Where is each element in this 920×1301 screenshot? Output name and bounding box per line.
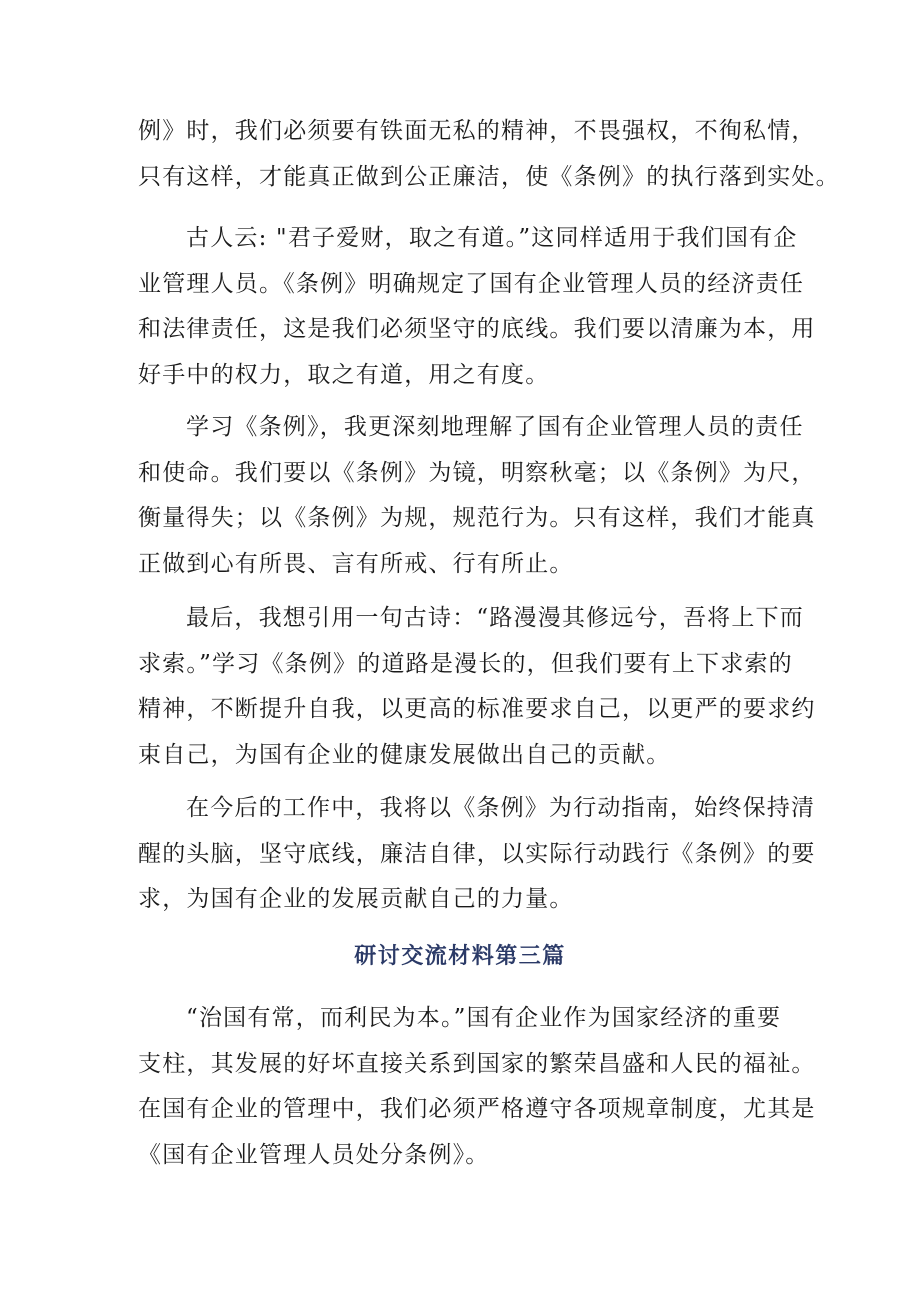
paragraph-junzi-aicai bbox=[138, 216, 816, 398]
text-line: 正做到心有所畏、言有所戒、行有所止。 bbox=[138, 550, 574, 577]
text-line: 求，为国有企业的发展贡献自己的力量。 bbox=[138, 886, 574, 912]
text-line: 和法律责任，这是我们必须坚守的底线。我们要以清廉为本，用 bbox=[138, 316, 816, 342]
text-line: 束自己，为国有企业的健康发展做出自己的贡献。 bbox=[138, 741, 671, 768]
text-line: 好手中的权力，取之有道，用之有度。 bbox=[138, 361, 550, 388]
paragraph-ancient-poem bbox=[138, 596, 816, 778]
paragraph-continuation bbox=[138, 109, 840, 200]
text-line: “治国有常，而利民为本。”国有企业作为国家经济的重要 bbox=[186, 1005, 782, 1031]
text-line: 《国有企业管理人员处分条例》。 bbox=[138, 1141, 490, 1168]
text-line: 古人云: "君子爱财，取之有道。”这同样适用于我们国有企 bbox=[186, 225, 798, 251]
text-line: 和使命。我们要以《条例》为镜，明察秋毫；以《条例》为尺， bbox=[138, 459, 816, 486]
text-line: 醒的头脑，坚守底线，廉洁自律，以实际行动践行《条例》的要 bbox=[138, 840, 816, 867]
paragraph-section-three-intro bbox=[138, 996, 816, 1178]
text-line: 只有这样，才能真正做到公正廉洁，使《条例》的执行落到实处。 bbox=[138, 163, 840, 190]
text-line: 求索。”学习《条例》的道路是漫长的，但我们要有上下求索的 bbox=[138, 650, 793, 677]
text-line: 最后，我想引用一句古诗：“路漫漫其修远兮，吾将上下而 bbox=[186, 605, 804, 631]
text-line: 衡量得失；以《条例》为规，规范行为。只有这样，我们才能真 bbox=[138, 505, 816, 531]
text-line: 业管理人员。《条例》明确规定了国有企业管理人员的经济责任 bbox=[138, 270, 805, 297]
text-line: 学习《条例》，我更深刻地理解了国有企业管理人员的责任 bbox=[186, 414, 804, 440]
paragraph-future-work bbox=[138, 786, 816, 923]
paragraph-study-regulations bbox=[138, 405, 816, 587]
section-title: 研讨交流材料第三篇 bbox=[354, 943, 566, 969]
text-line: 在国有企业的管理中，我们必须严格遵守各项规章制度，尤其是 bbox=[138, 1096, 816, 1122]
text-line: 例》时，我们必须要有铁面无私的精神，不畏强权，不徇私情， bbox=[138, 118, 816, 144]
text-line: 支柱，其发展的好坏直接关系到国家的繁荣昌盛和人民的福祉。 bbox=[138, 1050, 816, 1077]
text-line: 在今后的工作中，我将以《条例》为行动指南，始终保持清 bbox=[186, 795, 816, 821]
text-line: 精神，不断提升自我，以更高的标准要求自己，以更严的要求约 bbox=[138, 696, 816, 722]
